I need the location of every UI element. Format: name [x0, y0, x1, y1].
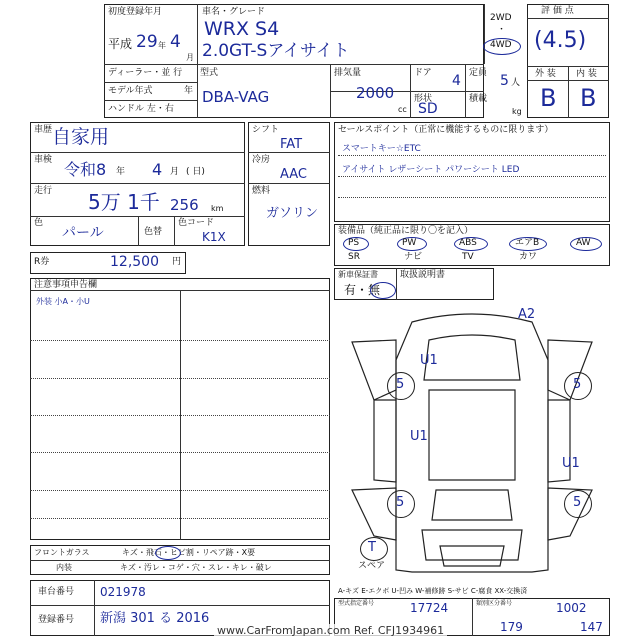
reg-no: 新潟 301 る 2016	[100, 611, 210, 626]
damage-mark-left-front: U1	[420, 353, 438, 368]
equip-aw: AW	[576, 238, 591, 248]
color-code-label: 色コード	[178, 218, 215, 228]
watermark: www.CarFromJapan.com Ref. CFJ1934961	[214, 624, 447, 637]
color-change-label: 色替	[144, 227, 163, 237]
color-value: パール	[62, 225, 104, 241]
exterior-label: 外 装	[535, 69, 556, 79]
cc-unit: cc	[398, 105, 407, 114]
shift-value: FAT	[280, 137, 303, 152]
damage-mark-right-door: U1	[562, 456, 580, 471]
shape: SD	[418, 101, 438, 117]
kata-label: 型式指定番号	[338, 600, 375, 607]
rui-label: 類別区分番号	[476, 600, 513, 607]
inspection-month: 4	[152, 160, 163, 179]
mileage-label: 走行	[34, 186, 53, 196]
ac-label: 冷房	[252, 155, 271, 165]
load-label: 積載	[469, 94, 488, 104]
drive-4wd: 4WD	[490, 40, 512, 50]
kg-unit: kg	[512, 107, 522, 116]
damage-mark-front: A2	[518, 307, 536, 322]
warranty-label: 新車保証書	[338, 270, 378, 279]
equip-leather: カワ	[519, 252, 538, 262]
model-year-suffix: 年	[184, 86, 194, 96]
interior-cond-value: キズ・汚レ・コゲ・穴・スレ・キレ・破レ	[120, 563, 272, 572]
footer-num-2: 147	[580, 620, 603, 634]
inspection-era: 令和8	[64, 160, 107, 179]
front-glass-label: フロントガラス	[34, 548, 90, 557]
equipment-label: 装備品（純正品に限り〇を記入）	[338, 226, 474, 236]
equip-tv: TV	[462, 252, 474, 262]
capacity: 5	[500, 73, 509, 89]
car-no-label: 車台番号	[38, 587, 75, 597]
color-label: 色	[34, 218, 44, 228]
car-name: WRX S4	[204, 18, 280, 40]
damage-legend: A-キズ E-エクボ U-凹み W-補修跡 S-サビ C-腐食 XX-交換済	[338, 587, 528, 595]
displacement-label: 排気量	[334, 68, 362, 78]
usage-label: 車歴	[34, 125, 53, 135]
manual-label: 取扱説明書	[400, 270, 446, 280]
fuel-label: 燃料	[252, 186, 271, 196]
rui-value: 1002	[556, 601, 587, 615]
damage-mark-left-door: U1	[410, 429, 428, 444]
fuel-value: ガソリン	[266, 206, 319, 221]
interior-label: 内 装	[576, 69, 597, 79]
tire-mark-rf: 5	[573, 377, 582, 392]
mileage-sub: 256	[170, 196, 199, 214]
score-value: (4.5)	[534, 28, 587, 53]
reg-year: 29	[136, 32, 158, 52]
recycle-value: 12,500	[110, 254, 159, 270]
car-no: 021978	[100, 585, 146, 599]
year-unit: 年	[158, 41, 166, 50]
model-code: DBA-VAG	[202, 88, 270, 106]
grade: 2.0GT-Sアイサイト	[202, 41, 350, 61]
recycle-unit: 円	[172, 257, 182, 267]
displacement: 2000	[356, 84, 395, 102]
first-reg-label: 初度登録年月	[108, 7, 163, 17]
footer-num-1: 179	[500, 620, 523, 634]
era: 平成	[108, 37, 133, 51]
equip-navi: ナビ	[404, 252, 423, 262]
warranty-value: 有・無	[344, 283, 381, 297]
type-label: 型式	[200, 68, 219, 78]
score-label: 評 価 点	[541, 6, 574, 16]
doors: 4	[452, 73, 461, 89]
model-year-label: モデル年式	[108, 86, 153, 96]
kata-value: 17724	[410, 601, 449, 615]
interior-cond-label: 内装	[56, 563, 72, 572]
shape-label: 形状	[414, 94, 433, 104]
spare-mark: T	[368, 540, 376, 555]
equip-ps: PS	[348, 238, 360, 248]
usage-value: 自家用	[52, 126, 110, 148]
shift-label: シフト	[252, 125, 280, 135]
reg-no-label: 登録番号	[38, 615, 75, 625]
exterior-grade: B	[540, 84, 557, 112]
interior-grade: B	[580, 84, 597, 112]
inspection-month-unit: 月	[170, 167, 180, 177]
dealer-label: ディーラー・並 行	[108, 68, 183, 78]
inspection-day: ( 日)	[186, 167, 205, 177]
reg-month: 4	[170, 32, 181, 52]
color-code: K1X	[202, 230, 226, 244]
equip-airbag: エアB	[515, 238, 540, 248]
sales-label: セールスポイント（正常に機能するものに限ります）	[338, 125, 554, 135]
tire-mark-lr: 5	[396, 495, 405, 510]
front-glass-value: キズ・飛石・ヒビ割・リペア跡・X要	[122, 548, 256, 557]
recycle-label: R券	[34, 257, 50, 267]
spare-label: スペア	[358, 561, 386, 571]
km-unit: km	[211, 204, 224, 213]
ac-value: AAC	[280, 167, 307, 182]
capacity-label: 定員	[469, 68, 488, 78]
car-name-label: 車名・グレード	[202, 7, 266, 17]
tire-mark-lf: 5	[396, 377, 405, 392]
equip-sr: SR	[348, 252, 360, 262]
equip-pw: PW	[402, 238, 417, 248]
capacity-unit: 人	[511, 78, 521, 88]
notes-label: 注意事項申告欄	[34, 280, 98, 290]
drive-dot: ・	[497, 25, 507, 35]
month-unit: 月	[186, 53, 194, 62]
sales-line-2: アイサイト レザーシート パワーシート LED	[342, 165, 520, 175]
inspection-label: 車検	[34, 155, 53, 165]
sales-line-1: スマートキー☆ETC	[342, 144, 421, 154]
equip-abs: ABS	[459, 238, 477, 248]
inspection-year-unit: 年	[116, 167, 126, 177]
recycle-block	[30, 252, 186, 274]
notes-line-1: 外装 小A・小U	[36, 297, 90, 306]
tire-mark-rr: 5	[573, 495, 582, 510]
mileage: 5万 1千	[88, 190, 160, 214]
handle-label: ハンドル 左・右	[108, 104, 174, 114]
door-label: ドア	[414, 68, 432, 78]
drive-2wd: 2WD	[490, 13, 512, 23]
